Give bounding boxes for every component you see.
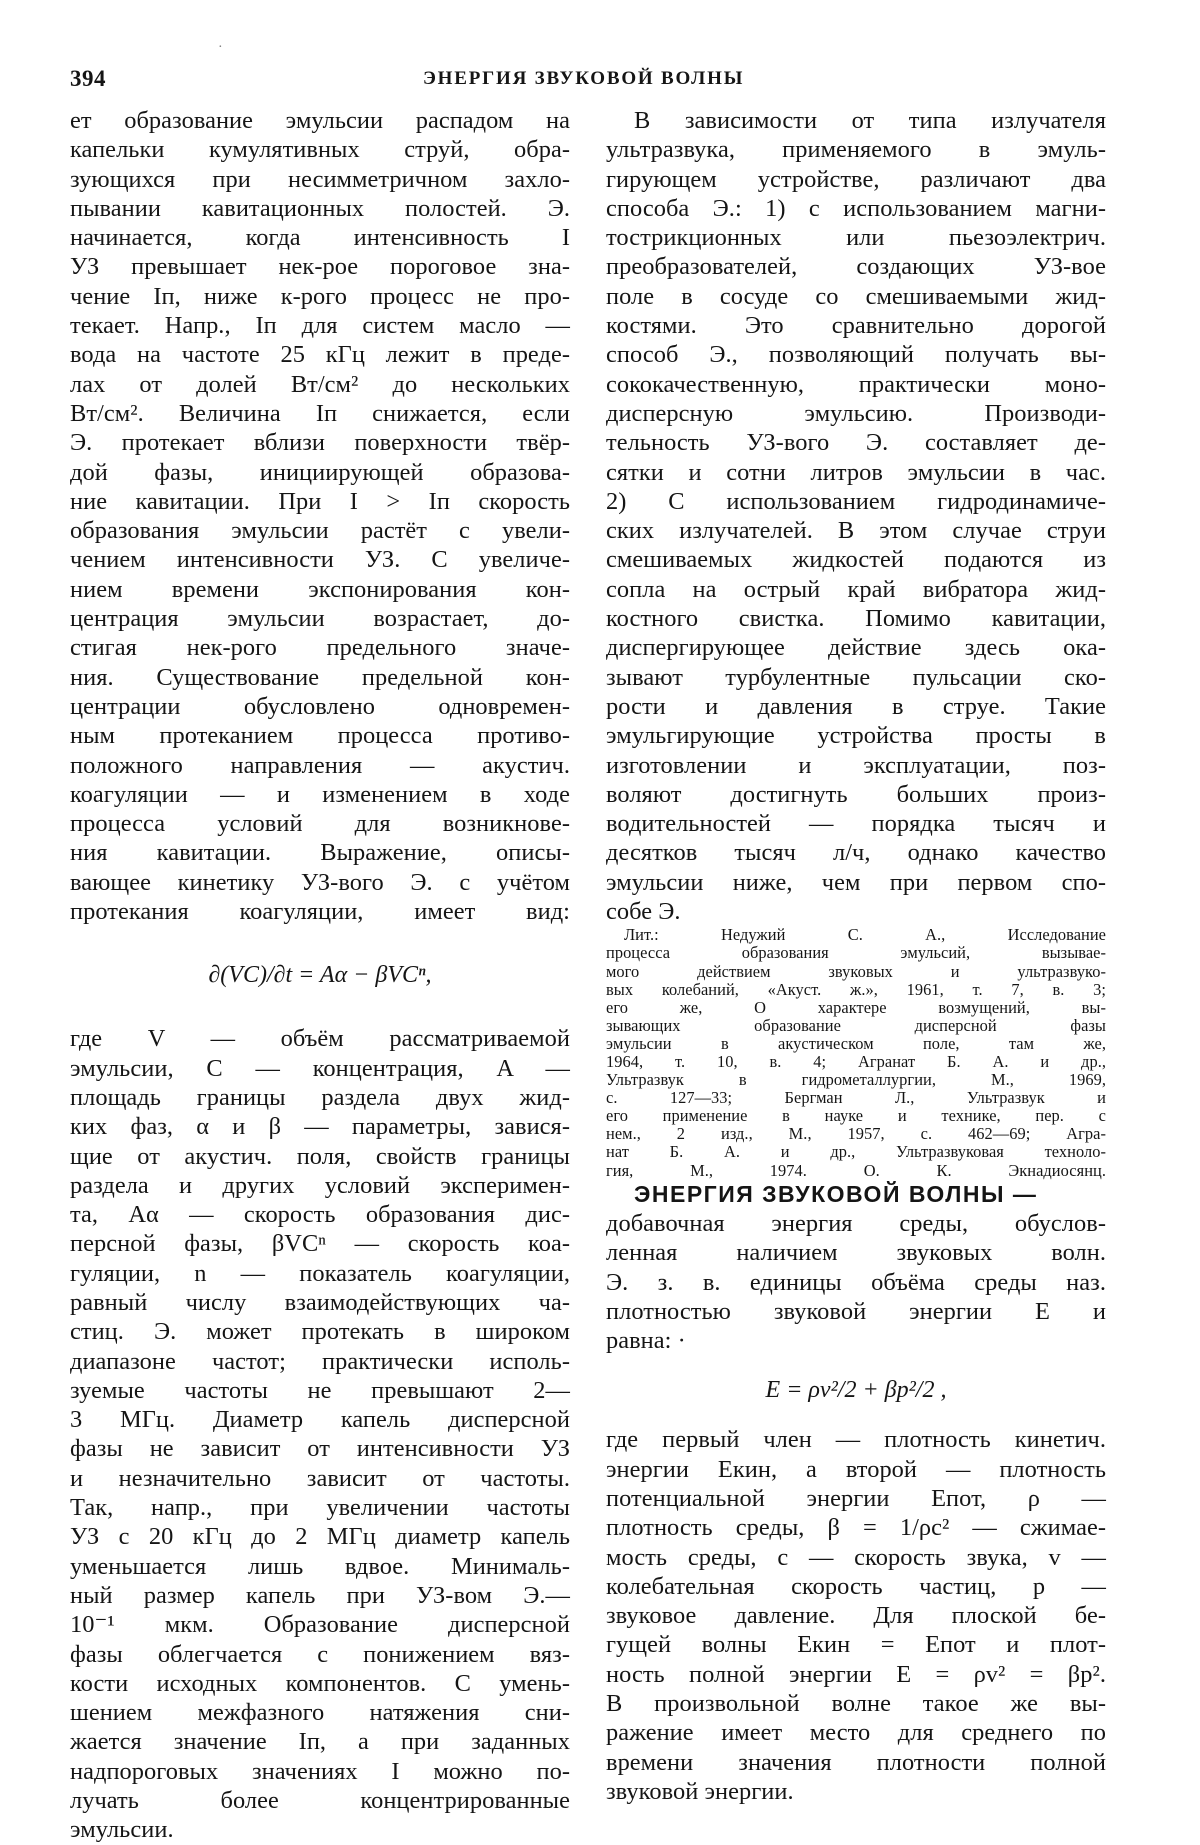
text-line: та, Aα — скорость образования дис- bbox=[70, 1201, 570, 1229]
text-line: коагуляции — и изменением в ходе bbox=[70, 780, 570, 808]
reference-line: его применение в науке и технике, пер. с bbox=[606, 1106, 1106, 1126]
text-line: положного направления — акустич. bbox=[70, 751, 570, 779]
text-line: собе Э. bbox=[606, 898, 681, 926]
text-line: преобразователей, создающих УЗ-вое bbox=[606, 253, 1106, 281]
text-line: начинается, когда интенсивность I bbox=[70, 224, 570, 252]
text-line: гущей волны Eкин = Eпот и плот- bbox=[606, 1631, 1106, 1659]
text-line: персной фазы, βVCⁿ — скорость коа- bbox=[70, 1230, 570, 1258]
text-line: эмульсии. bbox=[70, 1816, 174, 1844]
energy-equation: E = ρv²/2 + βp²/2 , bbox=[765, 1376, 947, 1403]
reference-line: с. 127—33; Бергман Л., Ультразвук и bbox=[606, 1088, 1106, 1108]
text-line: энергии Eкин, а второй — плотность bbox=[606, 1455, 1106, 1483]
text-line: эмульсии, C — концентрация, A — bbox=[70, 1054, 570, 1082]
reference-line: зывающих образование дисперсной фазы bbox=[606, 1015, 1106, 1035]
text-line: способ Э., позволяющий получать вы- bbox=[606, 341, 1106, 369]
text-line: уменьшается лишь вдвое. Минималь- bbox=[70, 1552, 570, 1580]
reference-line: вых колебаний, «Акуст. ж.», 1961, т. 7, в. 3; bbox=[606, 979, 1106, 999]
text-line: кости исходных компонентов. С умень- bbox=[70, 1669, 570, 1697]
text-line: ния. Существование предельной кон- bbox=[70, 663, 570, 691]
left-column bbox=[70, 106, 570, 1845]
right-column bbox=[606, 106, 1106, 1806]
text-line: нием времени экспонирования кон- bbox=[70, 575, 570, 603]
text-line: потенциальной энергии Eпот, ρ — bbox=[606, 1485, 1106, 1512]
text-line: костями. Это сравнительно дорогой bbox=[606, 312, 1106, 340]
text-line: раздела и других условий эксперимен- bbox=[70, 1171, 570, 1199]
text-line: дой фазы, инициирующей образова- bbox=[70, 458, 570, 486]
text-line: гирующем устройстве, различают два bbox=[606, 165, 1106, 193]
text-line: площадь границы раздела двух жид- bbox=[70, 1083, 570, 1111]
text-line: ленная наличием звуковых волн. bbox=[606, 1239, 1106, 1267]
text-line: зуемые частоты не превышают 2— bbox=[70, 1376, 570, 1404]
text-line: ным протеканием процесса противо- bbox=[70, 722, 570, 750]
text-line: 10⁻¹ мкм. Образование дисперсной bbox=[70, 1611, 570, 1639]
reference-line: 1964, т. 10, в. 4; Агранат Б. А. и др., bbox=[606, 1051, 1106, 1071]
text-line: плотность среды, β = 1/ρc² — сжимае- bbox=[606, 1514, 1106, 1542]
running-title: ЭНЕРГИЯ ЗВУКОВОЙ ВОЛНЫ bbox=[423, 68, 745, 89]
text-line: и незначительно зависит от частоты. bbox=[70, 1464, 570, 1492]
text-line: стигая нек-рого предельного значе- bbox=[70, 634, 570, 662]
text-line: времени значения плотности полной bbox=[606, 1748, 1106, 1776]
text-line: ражение имеет место для среднего по bbox=[606, 1719, 1106, 1747]
text-line: изготовлении и эксплуатации, поз- bbox=[606, 751, 1106, 779]
reference-line: Ультразвук в гидрометаллургии, М., 1969, bbox=[606, 1070, 1106, 1090]
text-line: Э. протекает вблизи поверхности твёр- bbox=[70, 429, 570, 457]
kinetics-equation: ∂(VC)/∂t = Aα − βVCⁿ, bbox=[208, 961, 432, 988]
text-line: звуковой энергии. bbox=[606, 1777, 794, 1805]
text-line: эмульсии ниже, чем при первом спо- bbox=[606, 868, 1106, 896]
text-line: ских излучателей. В этом случае струи bbox=[606, 517, 1106, 545]
text-line: поле в сосуде со смешиваемыми жид- bbox=[606, 282, 1106, 310]
text-line: фазы облегчается с понижением вяз- bbox=[70, 1640, 570, 1668]
text-line: вающее кинетику УЗ-вого Э. с учётом bbox=[70, 868, 570, 896]
text-line: эмульгирующие устройства просты в bbox=[606, 722, 1106, 750]
text-line: рости и давления в струе. Такие bbox=[606, 692, 1106, 720]
text-line: равна: · bbox=[606, 1327, 686, 1355]
reference-line: его же, О характере возмущений, вы- bbox=[606, 997, 1106, 1017]
right-text-top bbox=[606, 106, 1106, 926]
text-line: жается значение Iп, а при заданных bbox=[70, 1728, 570, 1756]
text-line: ния кавитации. Выражение, описы- bbox=[70, 839, 570, 867]
text-line: воляют достигнуть больших произ- bbox=[606, 780, 1106, 808]
entry-heading bbox=[606, 1180, 1106, 1209]
reference-line: нем., 2 изд., М., 1957, с. 462—69; Агра- bbox=[606, 1124, 1106, 1144]
text-line: 2) С использованием гидродинамиче- bbox=[606, 487, 1106, 515]
text-line: надпороговых значениях I можно по- bbox=[70, 1757, 570, 1785]
text-line: дисперсную эмульсию. Производи- bbox=[606, 399, 1106, 427]
text-line: чение Iп, ниже к-рого процесс не про- bbox=[70, 282, 570, 310]
left-text-top bbox=[70, 106, 570, 926]
text-line: зующихся при несимметричном захло- bbox=[70, 165, 570, 193]
text-line: лучать более концентрированные bbox=[70, 1787, 570, 1815]
text-line: сопла на острый край вибратора жид- bbox=[606, 575, 1106, 603]
text-line: процесса условий для возникнове- bbox=[70, 810, 570, 838]
text-line: ультразвука, применяемого в эмуль- bbox=[606, 136, 1106, 164]
text-line: зывают турбулентные пульсации ско- bbox=[606, 663, 1106, 691]
text-line: ный размер капель при УЗ-вом Э.— bbox=[70, 1581, 570, 1609]
text-line: ность полной энергии E = ρv² = βp². bbox=[606, 1660, 1106, 1688]
text-line: колебательная скорость частиц, p — bbox=[606, 1572, 1106, 1600]
text-line: чением интенсивности УЗ. С увеличе- bbox=[70, 546, 570, 574]
text-line: ет образование эмульсии распадом на bbox=[70, 107, 570, 134]
text-line: равный числу взаимодействующих ча- bbox=[70, 1288, 570, 1316]
entry-title: ЭНЕРГИЯ ЗВУКОВОЙ ВОЛНЫ — bbox=[634, 1180, 1038, 1207]
text-line: Вт/см². Величина Iп снижается, если bbox=[70, 399, 570, 427]
text-line: лах от долей Вт/см² до нескольких bbox=[70, 370, 570, 398]
text-line: протекания коагуляции, имеет вид: bbox=[70, 898, 570, 926]
text-line: гуляции, n — показатель коагуляции, bbox=[70, 1259, 570, 1287]
text-line: капельки кумулятивных струй, обра- bbox=[70, 136, 570, 164]
text-line: диапазоне частот; практически исполь- bbox=[70, 1347, 570, 1375]
reference-line: Лит.: Недужий С. А., Исследование bbox=[624, 925, 1106, 945]
text-line: Э. з. в. единицы объёма среды наз. bbox=[606, 1268, 1106, 1296]
right-text-bottom bbox=[606, 1425, 1106, 1806]
text-line: тострикционных или пьезоэлектрич. bbox=[606, 224, 1106, 252]
reference-line: мого действием звуковых и ультразвуко- bbox=[606, 961, 1106, 981]
text-line: пывании кавитационных полостей. Э. bbox=[70, 194, 570, 222]
text-line: вода на частоте 25 кГц лежит в преде- bbox=[70, 341, 570, 369]
reference-line: эмульсии в акустическом поле, там же, bbox=[606, 1033, 1106, 1053]
text-line: щие от акустич. поля, свойств границы bbox=[70, 1142, 570, 1170]
text-line: добавочная энергия среды, обуслов- bbox=[606, 1209, 1106, 1237]
text-line: сятки и сотни литров эмульсии в час. bbox=[606, 458, 1106, 486]
text-line: ких фаз, α и β — параметры, завися- bbox=[70, 1113, 570, 1141]
reference-line: процесса образования эмульсий, вызывае- bbox=[606, 943, 1106, 963]
text-line: диспергирующее действие здесь ока- bbox=[606, 634, 1106, 662]
text-line: стиц. Э. может протекать в широком bbox=[70, 1318, 570, 1346]
text-line: 3 МГц. Диаметр капель дисперсной bbox=[70, 1406, 570, 1434]
literature-references bbox=[606, 926, 1106, 1179]
text-line: десятков тысяч л/ч, однако качество bbox=[606, 839, 1106, 867]
text-line: костного свистка. Помимо кавитации, bbox=[606, 605, 1106, 633]
text-line: Так, напр., при увеличении частоты bbox=[70, 1494, 570, 1522]
text-line: В зависимости от типа излучателя bbox=[634, 107, 1106, 134]
text-line: где первый член — плотность кинетич. bbox=[606, 1426, 1106, 1454]
text-line: шением межфазного натяжения сни- bbox=[70, 1699, 570, 1727]
right-text-middle bbox=[606, 1209, 1106, 1355]
text-line: УЗ превышает нек-рое пороговое зна- bbox=[70, 253, 570, 281]
text-line: образования эмульсии растёт с увели- bbox=[70, 517, 570, 545]
reference-line: гия, М., 1974. О. К. Экнадиосянц. bbox=[606, 1160, 1106, 1180]
text-line: ние кавитации. При I > Iп скорость bbox=[70, 487, 570, 515]
text-line: сококачественную, практически моно- bbox=[606, 370, 1106, 398]
text-line: фазы не зависит от интенсивности УЗ bbox=[70, 1435, 570, 1463]
text-line: центрации обусловлено одновремен- bbox=[70, 692, 570, 720]
text-line: где V — объём рассматриваемой bbox=[70, 1025, 570, 1053]
left-text-bottom bbox=[70, 1024, 570, 1844]
text-line: В произвольной волне такое же вы- bbox=[606, 1690, 1106, 1718]
text-line: мость среды, c — скорость звука, v — bbox=[606, 1543, 1106, 1571]
text-line: тельность УЗ-вого Э. составляет де- bbox=[606, 429, 1106, 457]
text-line: водительностей — порядка тысяч и bbox=[606, 810, 1106, 838]
text-line: звуковое давление. Для плоской бе- bbox=[606, 1602, 1106, 1630]
text-line: способа Э.: 1) с использованием магни- bbox=[606, 194, 1106, 222]
text-line: смешиваемых жидкостей подаются из bbox=[606, 546, 1106, 574]
text-line: УЗ с 20 кГц до 2 МГц диаметр капель bbox=[70, 1523, 570, 1551]
reference-line: нат Б. А. и др., Ультразвуковая техноло- bbox=[606, 1142, 1106, 1162]
text-line: плотностью звуковой энергии E и bbox=[606, 1297, 1106, 1325]
text-line: текает. Напр., Iп для систем масло — bbox=[70, 312, 570, 340]
scan-speck: · bbox=[218, 40, 223, 55]
page-number: 394 bbox=[70, 66, 106, 91]
text-line: центрация эмульсии возрастает, до- bbox=[70, 605, 570, 633]
